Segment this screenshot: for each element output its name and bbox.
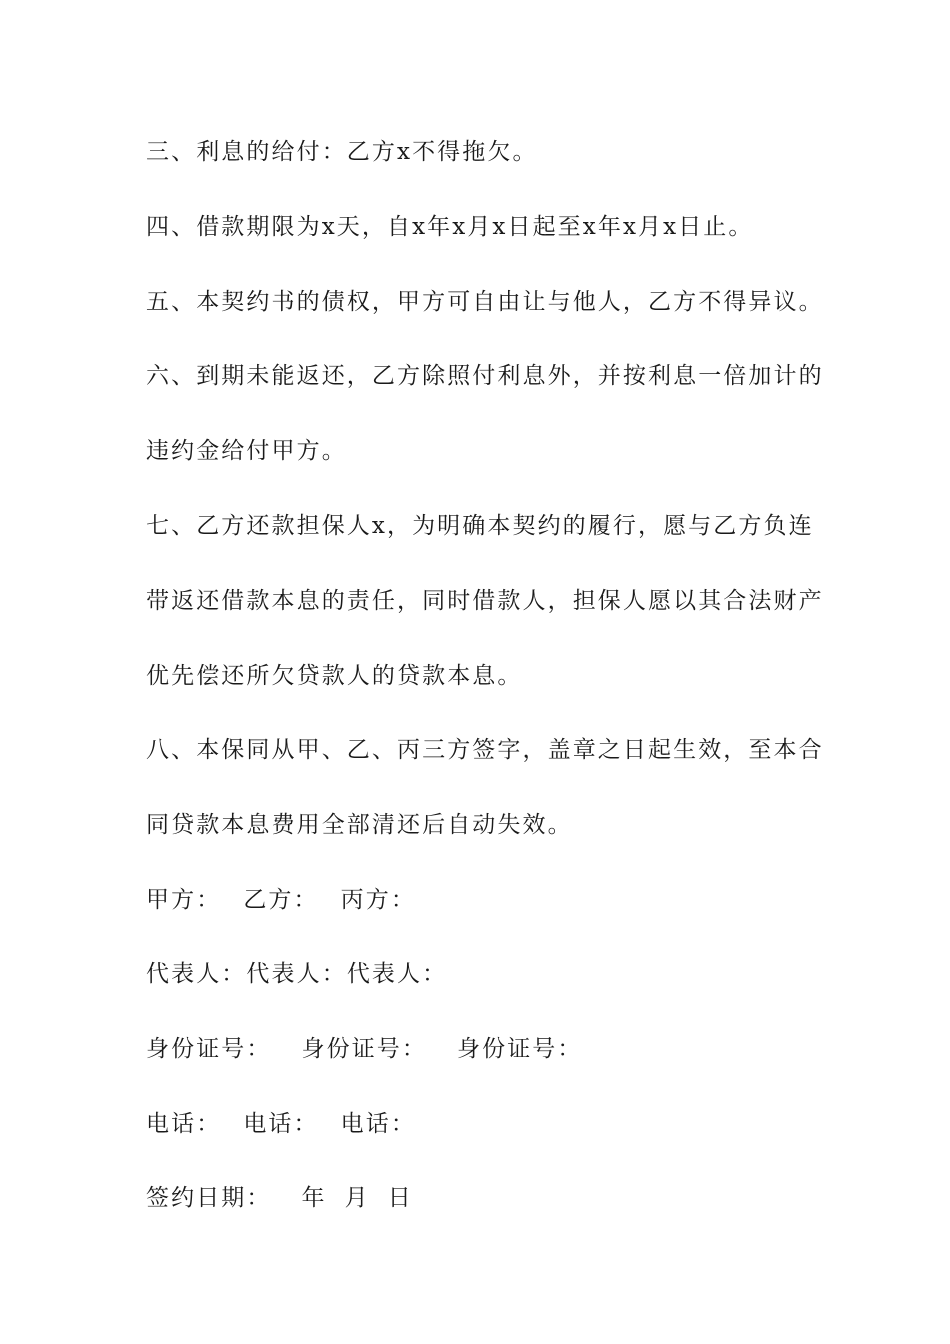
party-c-id-number-label: 身份证号：: [457, 1036, 583, 1062]
clause-4-loan-term: 四、借款期限为x天，自x年x月x日起至x年x月x日止。: [146, 214, 754, 240]
clause-5-creditor-rights: 五、本契约书的债权，甲方可自由让与他人，乙方不得异议。: [146, 289, 824, 315]
signature-id-numbers-row: [146, 1034, 826, 1064]
party-b-label: 乙方：: [243, 887, 319, 913]
date-day-unit: 日: [387, 1185, 413, 1211]
clause-8-line-2: 同贷款本息费用全部清还后自动失效。: [146, 812, 573, 838]
party-a-id-number-label: 身份证号：: [146, 1036, 272, 1062]
party-c-label: 丙方：: [340, 887, 416, 913]
signature-parties-row: [146, 885, 826, 915]
party-b-id-number-label: 身份证号：: [301, 1036, 427, 1062]
signature-representatives-row: [146, 959, 826, 989]
clause-7-line-2: 带返还借款本息的责任，同时借款人，担保人愿以其合法财产: [146, 588, 824, 614]
clause-3-interest-payment: 三、利息的给付：乙方x不得拖欠。: [146, 139, 538, 165]
signing-date-row: [146, 1183, 826, 1213]
party-b-phone-label: 电话：: [243, 1111, 319, 1137]
signing-date-label: 签约日期：: [146, 1185, 272, 1211]
party-b-representative-label: 代表人：: [246, 961, 347, 987]
party-c-representative-label: 代表人：: [346, 961, 448, 987]
clause-7-line-1: 七、乙方还款担保人x，为明确本契约的履行，愿与乙方负连: [146, 513, 814, 539]
clause-6-line-2: 违约金给付甲方。: [146, 438, 347, 464]
party-a-label: 甲方：: [146, 887, 222, 913]
clause-6-line-1: 六、到期未能返还，乙方除照付利息外，并按利息一倍加计的: [146, 363, 824, 389]
date-month-unit: 月: [344, 1185, 370, 1211]
party-a-representative-label: 代表人：: [146, 961, 247, 987]
party-c-phone-label: 电话：: [340, 1111, 416, 1137]
party-a-phone-label: 电话：: [146, 1111, 222, 1137]
clause-7-line-3: 优先偿还所欠贷款人的贷款本息。: [146, 663, 523, 689]
signature-phones-row: [146, 1109, 826, 1139]
date-year-unit: 年: [301, 1185, 327, 1211]
clause-8-line-1: 八、本保同从甲、乙、丙三方签字，盖章之日起生效，至本合: [146, 737, 824, 763]
